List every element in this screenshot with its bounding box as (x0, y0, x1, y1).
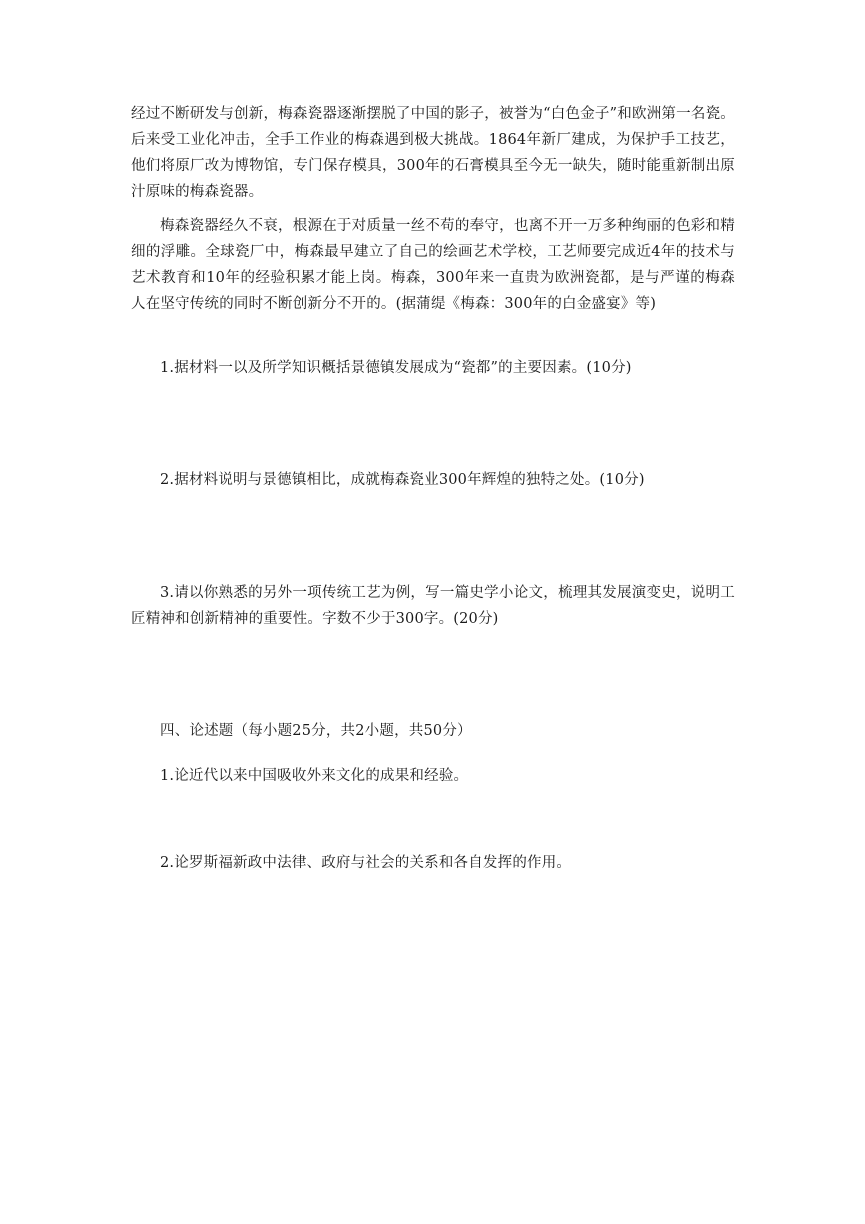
question-2: 2.据材料说明与景德镇相比，成就梅森瓷业300年辉煌的独特之处。(10分) (160, 472, 645, 488)
section-4-heading: 四、论述题（每小题25分，共2小题，共50分） (160, 723, 472, 739)
question-1: 1.据材料一以及所学知识概括景德镇发展成为“瓷都”的主要因素。(10分) (160, 360, 632, 376)
question-3: 3.请以你熟悉的另外一项传统工艺为例，写一篇史学小论文，梳理其发展演变史，说明工匠精神和创新精神的重要性。字数不少于300字。(20分) (131, 585, 735, 627)
passage-paragraph-1: 经过不断研发与创新，梅森瓷器逐渐摆脱了中国的影子，被誉为“白色金子”和欧洲第一名瓷。后来受工业化冲击，全手工作业的梅森遇到极大挑战。1864年新厂建成，为保护手工技艺，他们将原厂改为博物馆，专门保存模具，300年的石膏模具至今无一缺失，随时能重新制出原汁原味的梅森瓷器。 (131, 106, 735, 200)
passage-paragraph-2: 梅森瓷器经久不衰，根源在于对质量一丝不苟的奉守，也离不开一万多种绚丽的色彩和精细的浮雕。全球瓷厂中，梅森最早建立了自己的绘画艺术学校，工艺师要完成近4年的技术与艺术教育和10年的经验积累才能上岗。梅森，300年来一直贵为欧洲瓷都，是与严谨的梅森人在坚守传统的同时不断创新分不开的。(据蒲缇《梅森：300年的白金盛宴》等) (131, 218, 735, 312)
essay-question-2: 2.论罗斯福新政中法律、政府与社会的关系和各自发挥的作用。 (160, 855, 572, 871)
essay-question-1: 1.论近代以来中国吸收外来文化的成果和经验。 (160, 768, 469, 784)
